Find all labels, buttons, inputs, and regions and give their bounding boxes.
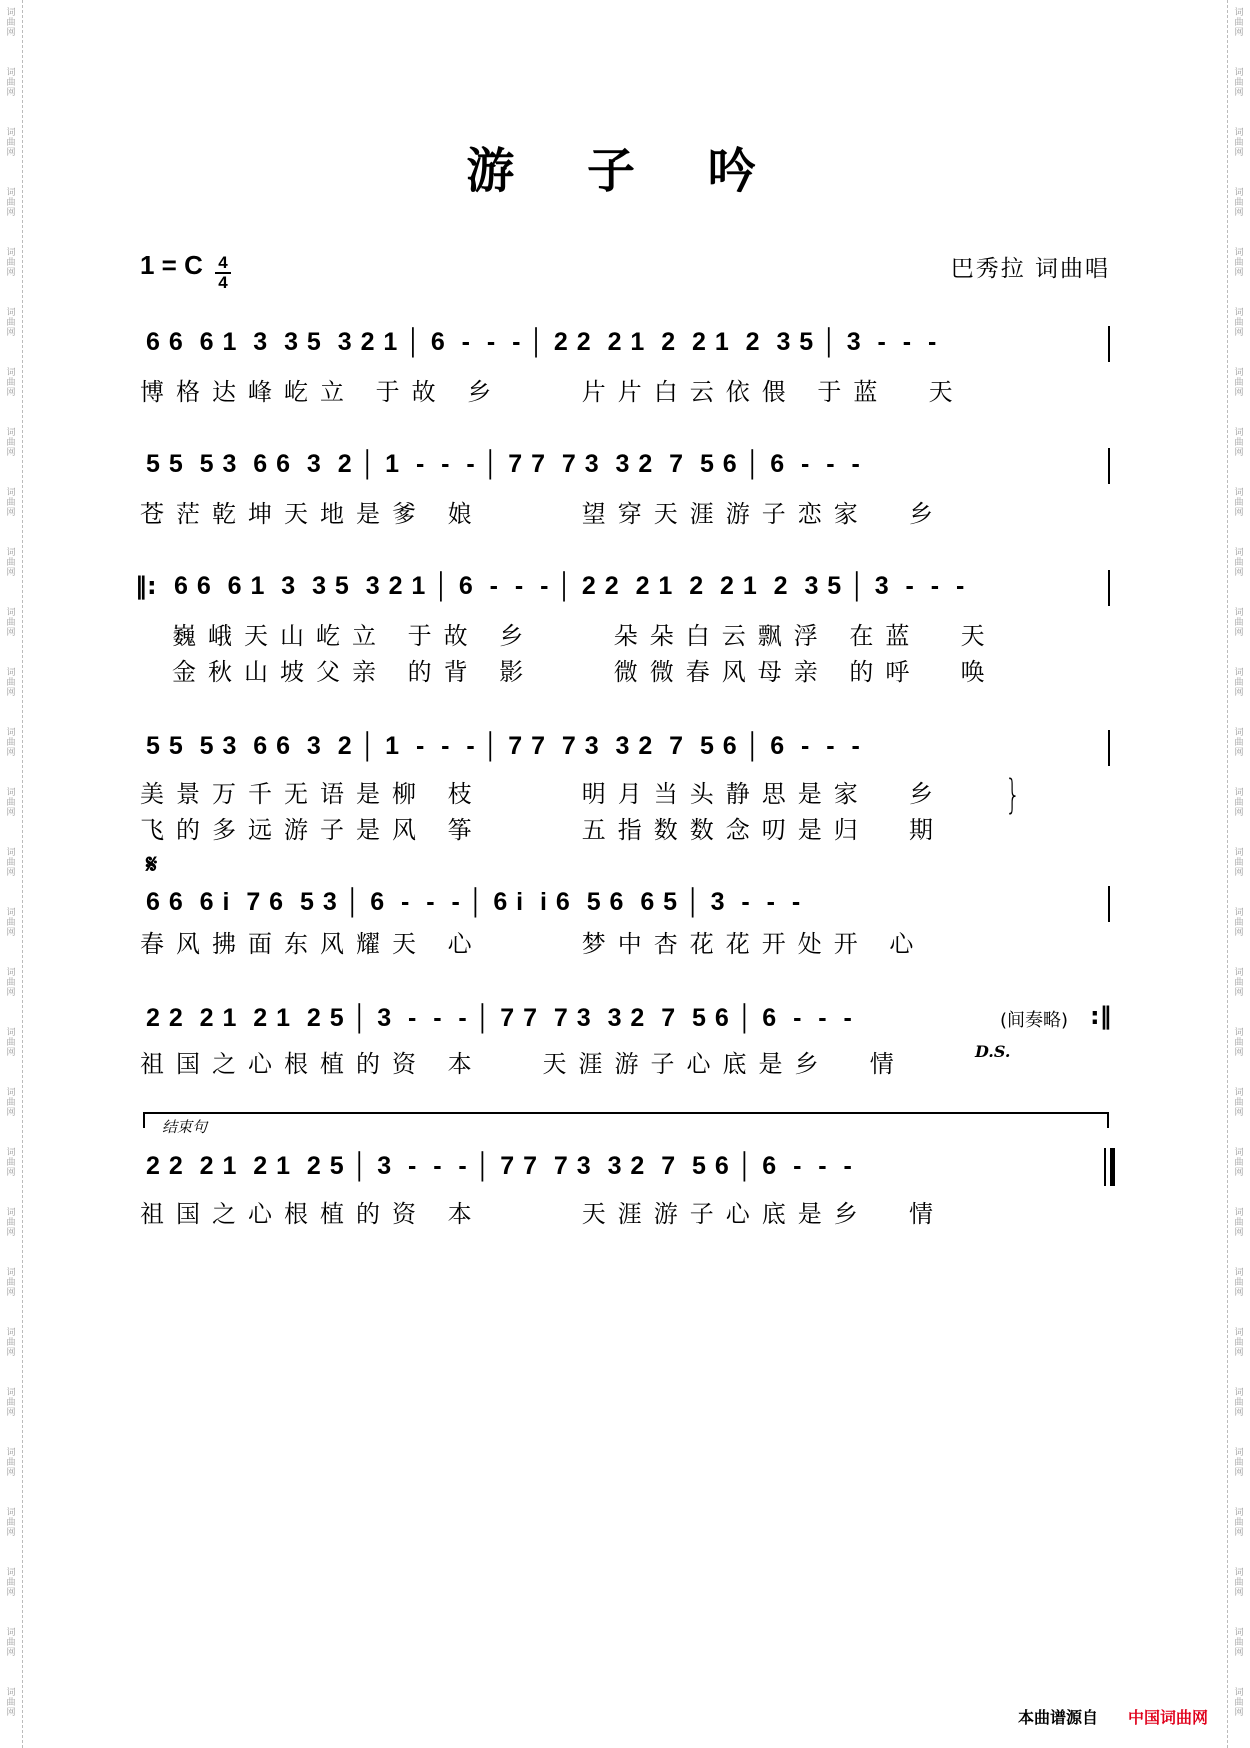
- system-3-notes: 6 6 6 1 3 3 5 3 2 1 │ 6 - - - │ 2 2 2 1 2 2 1 2 3 5 │ 3 - - -: [174, 572, 966, 600]
- watermark-mark: 词 曲 网: [1234, 668, 1244, 698]
- barline: [1108, 570, 1110, 606]
- lyric-brace: }: [1005, 772, 1021, 818]
- system-5-notes: 6 6 6 i 7 6 5 3 │ 6 - - - │ 6 i i 6 5 6 6 5 │ 3 - - -: [146, 888, 802, 916]
- watermark-mark: 词 曲 网: [6, 728, 16, 758]
- barline: [1108, 448, 1110, 484]
- watermark-mark: 词 曲 网: [1234, 1208, 1244, 1238]
- watermark-mark: 词 曲 网: [6, 1688, 16, 1718]
- system-4-lyrics-2: 飞的多远游子是风 筝 五指数数念叨是归 期: [140, 816, 946, 844]
- ending-bracket: [143, 1112, 1109, 1128]
- watermark-mark: 词 曲 网: [6, 1628, 16, 1658]
- watermark-mark: 词 曲 网: [1234, 1628, 1244, 1658]
- system-5-lyrics-1: 春风拂面东风耀天 心 梦中杏花花开处开 心: [140, 930, 926, 958]
- watermark-mark: 词 曲 网: [6, 428, 16, 458]
- watermark-mark: 词 曲 网: [6, 8, 16, 38]
- watermark-mark: 词 曲 网: [1234, 1328, 1244, 1358]
- system-7-notes: 2 2 2 1 2 1 2 5 │ 3 - - - │ 7 7 7 3 3 2 7 5 6 │ 6 - - -: [146, 1152, 853, 1180]
- watermark-mark: 词 曲 网: [6, 308, 16, 338]
- watermark-mark: 词 曲 网: [1234, 608, 1244, 638]
- watermark-mark: 词 曲 网: [1234, 428, 1244, 458]
- watermark-mark: 词 曲 网: [1234, 1028, 1244, 1058]
- watermark-mark: 词 曲 网: [1234, 1088, 1244, 1118]
- watermark-mark: 词 曲 网: [6, 1088, 16, 1118]
- repeat-start-sign: ‖:: [135, 572, 157, 600]
- watermark-mark: 词 曲 网: [6, 488, 16, 518]
- watermark-mark: 词 曲 网: [6, 1328, 16, 1358]
- system-1-lyrics-1: 博格达峰屹立 于故 乡 片片白云依偎 于蓝 天: [140, 378, 965, 406]
- watermark-mark: 词 曲 网: [6, 1268, 16, 1298]
- system-6-notes: 2 2 2 1 2 1 2 5 │ 3 - - - │ 7 7 7 3 3 2 7 5 6 │ 6 - - -: [146, 1004, 853, 1032]
- system-4-notes: 5 5 5 3 6 6 3 2 │ 1 - - - │ 7 7 7 3 3 2 7 5 6 │ 6 - - -: [146, 732, 861, 760]
- system-3-lyrics-2: 金秋山坡父亲 的背 影 微微春风母亲 的呼 唤: [172, 658, 997, 686]
- segno-sign: 𝄋: [146, 850, 158, 880]
- interlude-note: (间奏略): [1000, 1010, 1069, 1031]
- time-signature-bottom: 4: [218, 273, 228, 292]
- system-3-lyrics-1: 巍峨天山屹立 于故 乡 朵朵白云飘浮 在蓝 天: [172, 622, 997, 650]
- watermark-mark: 词 曲 网: [6, 1148, 16, 1178]
- time-signature: [215, 254, 231, 292]
- watermark-mark: 词 曲 网: [1234, 308, 1244, 338]
- watermark-mark: 词 曲 网: [1234, 368, 1244, 398]
- ending-label: 结束句: [162, 1118, 208, 1136]
- watermark-mark: 词 曲 网: [6, 548, 16, 578]
- watermark-mark: 词 曲 网: [1234, 968, 1244, 998]
- repeat-end-sign: :‖: [1090, 1002, 1112, 1030]
- watermark-mark: 词 曲 网: [6, 1448, 16, 1478]
- watermark-mark: 词 曲 网: [6, 608, 16, 638]
- watermark-mark: 词 曲 网: [6, 188, 16, 218]
- song-title: 游 子 吟: [466, 143, 784, 199]
- system-7-lyrics-1: 祖国之心根植的资 本 天涯游子心底是乡 情: [140, 1200, 946, 1228]
- watermark-mark: 词 曲 网: [1234, 788, 1244, 818]
- watermark-mark: 词 曲 网: [6, 128, 16, 158]
- system-4-lyrics-1: 美景万千无语是柳 枝 明月当头静思是家 乡: [140, 780, 946, 808]
- ds-marking: D.S.: [975, 1042, 1011, 1061]
- watermark-mark: 词 曲 网: [1234, 1148, 1244, 1178]
- watermark-mark: 词 曲 网: [1234, 728, 1244, 758]
- time-signature-top: 4: [215, 254, 231, 274]
- song-credit: 巴秀拉 词曲唱: [950, 256, 1110, 282]
- watermark-mark: 词 曲 网: [1234, 548, 1244, 578]
- watermark-mark: 词 曲 网: [1234, 488, 1244, 518]
- watermark-mark: 词 曲 网: [6, 368, 16, 398]
- watermark-mark: 词 曲 网: [6, 968, 16, 998]
- watermark-mark: 词 曲 网: [1234, 128, 1244, 158]
- watermark-mark: 词 曲 网: [1234, 8, 1244, 38]
- watermark-mark: 词 曲 网: [6, 668, 16, 698]
- watermark-mark: 词 曲 网: [6, 248, 16, 278]
- final-barline-thick: [1110, 1148, 1115, 1186]
- watermark-mark: 词 曲 网: [6, 1028, 16, 1058]
- system-2-lyrics-1: 苍茫乾坤天地是爹 娘 望穿天涯游子恋家 乡: [140, 500, 946, 528]
- watermark-mark: 词 曲 网: [6, 1508, 16, 1538]
- site-name-link[interactable]: 中国词曲网: [1128, 1708, 1209, 1727]
- source-text: 本曲谱源自: [1018, 1708, 1099, 1727]
- watermark-mark: 词 曲 网: [1234, 1508, 1244, 1538]
- watermark-mark: 词 曲 网: [1234, 1268, 1244, 1298]
- watermark-mark: 词 曲 网: [1234, 248, 1244, 278]
- watermark-mark: 词 曲 网: [6, 68, 16, 98]
- barline: [1108, 730, 1110, 766]
- watermark-mark: 词 曲 网: [6, 1568, 16, 1598]
- watermark-mark: 词 曲 网: [1234, 848, 1244, 878]
- watermark-mark: 词 曲 网: [1234, 188, 1244, 218]
- system-1-notes: 6 6 6 1 3 3 5 3 2 1 │ 6 - - - │ 2 2 2 1 2 2 1 2 3 5 │ 3 - - -: [146, 328, 938, 356]
- watermark-mark: 词 曲 网: [6, 1208, 16, 1238]
- barline: [1108, 326, 1110, 362]
- watermark-mark: 词 曲 网: [1234, 1448, 1244, 1478]
- key-signature: 1 = C: [140, 250, 203, 280]
- final-barline-thin: [1104, 1148, 1106, 1186]
- watermark-mark: 词 曲 网: [1234, 68, 1244, 98]
- watermark-mark: 词 曲 网: [1234, 908, 1244, 938]
- watermark-mark: 词 曲 网: [1234, 1688, 1244, 1718]
- watermark-mark: 词 曲 网: [6, 908, 16, 938]
- watermark-mark: 词 曲 网: [6, 1388, 16, 1418]
- system-2-notes: 5 5 5 3 6 6 3 2 │ 1 - - - │ 7 7 7 3 3 2 7 5 6 │ 6 - - -: [146, 450, 861, 478]
- watermark-mark: 词 曲 网: [1234, 1568, 1244, 1598]
- system-6-lyrics-1: 祖国之心根植的资 本 天涯游子心底是乡 情: [140, 1050, 906, 1078]
- watermark-mark: 词 曲 网: [6, 848, 16, 878]
- watermark-mark: 词 曲 网: [6, 788, 16, 818]
- barline: [1108, 886, 1110, 922]
- watermark-mark: 词 曲 网: [1234, 1388, 1244, 1418]
